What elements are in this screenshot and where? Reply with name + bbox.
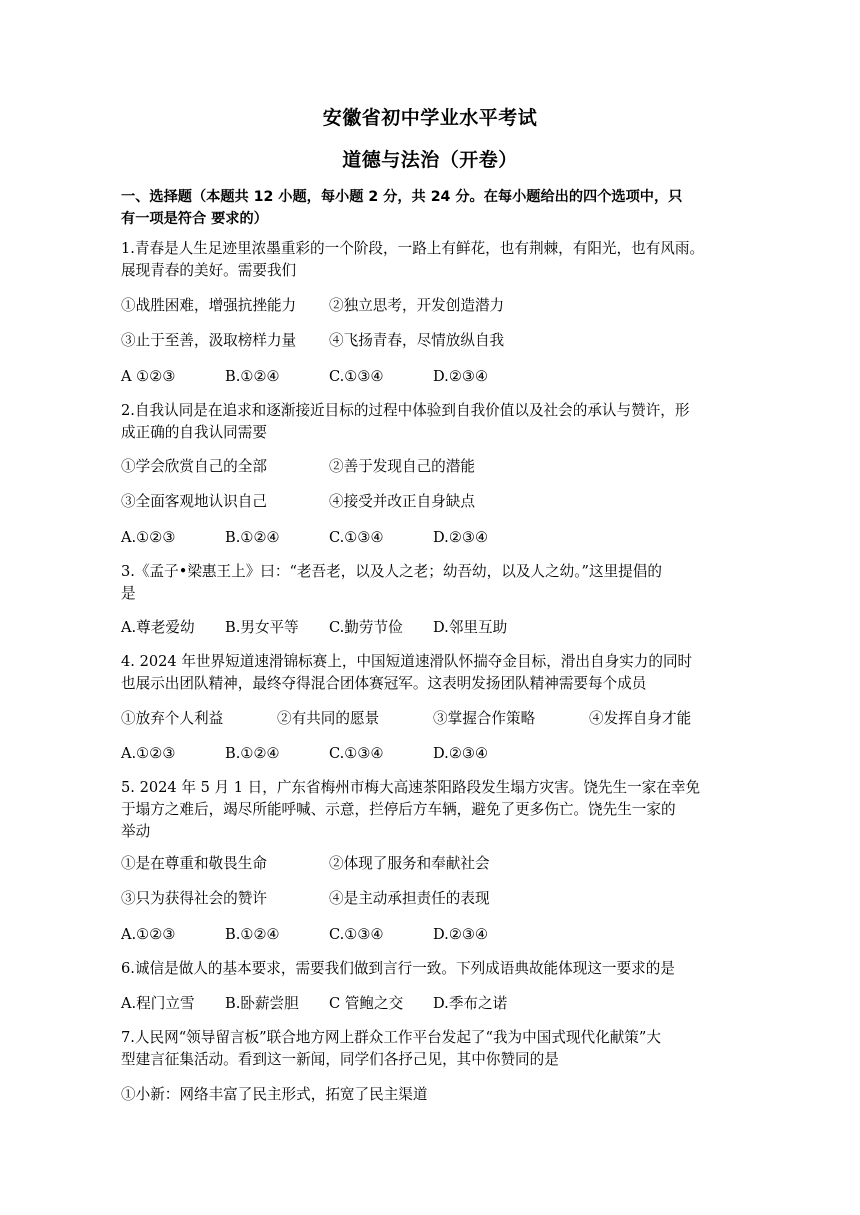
q1-choice-d: D.②③④: [433, 368, 489, 385]
exam-subtitle: 道德与法治（开卷）: [342, 149, 518, 171]
exam-title: 安徽省初中学业水平考试: [322, 107, 538, 129]
q6-choice-c: C 管鲍之交: [329, 995, 404, 1012]
q6-choice-a: A.程门立雪: [121, 995, 195, 1012]
q4-choice-a: A.①②③: [121, 745, 176, 762]
q3-stem-line1: 3.《孟子•梁惠王上》曰：“老吾老，以及人之老；幼吾幼，以及人之幼。”这里提倡的: [121, 563, 662, 580]
q4-statement-2: ②有共同的愿景: [277, 710, 380, 727]
q3-stem-line2: 是: [121, 585, 136, 602]
q1-statement-3: ③止于至善，汲取榜样力量: [121, 332, 297, 349]
section-heading-line1: 一、选择题（本题共 12 小题，每小题 2 分，共 24 分。在每小题给出的四个选项中，只: [121, 189, 683, 205]
q4-stem-line2: 也展示出团队精神，最终夺得混合团体赛冠军。这表明发扬团队精神需要每个成员: [121, 675, 647, 692]
q2-choice-b: B.①②④: [225, 529, 280, 546]
q3-choice-b: B.男女平等: [225, 619, 299, 636]
q5-statement-1: ①是在尊重和敬畏生命: [121, 855, 267, 872]
q4-statement-4: ④发挥自身才能: [589, 710, 692, 727]
q1-choice-b: B.①②④: [225, 368, 280, 385]
q7-stem-line2: 型建言征集活动。看到这一新闻，同学们各抒己见，其中你赞同的是: [121, 1051, 559, 1068]
q5-stem-line3: 举动: [121, 823, 151, 840]
q3-choice-c: C.勤劳节俭: [329, 619, 403, 636]
q2-statement-4: ④接受并改正自身缺点: [329, 493, 475, 510]
q6-choice-b: B.卧薪尝胆: [225, 995, 299, 1012]
q6-choice-d: D.季布之诺: [433, 995, 508, 1012]
q5-choice-c: C.①③④: [329, 926, 384, 943]
q5-choice-b: B.①②④: [225, 926, 280, 943]
q1-choice-c: C.①③④: [329, 368, 384, 385]
q5-stem-line2: 于塌方之难后，竭尽所能呼喊、示意，拦停后方车辆，避免了更多伤亡。饶先生一家的: [121, 801, 676, 818]
q2-choice-a: A.①②③: [121, 529, 176, 546]
q4-statement-1: ①放弃个人利益: [121, 710, 224, 727]
q2-choice-d: D.②③④: [433, 529, 489, 546]
q4-choice-c: C.①③④: [329, 745, 384, 762]
q1-stem-line1: 1.青春是人生足迹里浓墨重彩的一个阶段，一路上有鲜花，也有荆棘，有阳光，也有风雨。: [121, 240, 705, 257]
q2-stem-line1: 2.自我认同是在追求和逐渐接近目标的过程中体验到自我价值以及社会的承认与赞许，形: [121, 402, 690, 419]
q5-statement-3: ③只为获得社会的赞许: [121, 890, 267, 907]
q5-choice-d: D.②③④: [433, 926, 489, 943]
q1-stem-line2: 展现青春的美好。需要我们: [121, 262, 297, 279]
q2-statement-1: ①学会欣赏自己的全部: [121, 458, 267, 475]
q2-statement-3: ③全面客观地认识自己: [121, 493, 267, 510]
q5-stem-line1: 5. 2024 年 5 月 1 日，广东省梅州市梅大高速茶阳路段发生塌方灾害。饶先生一家在幸免: [121, 779, 701, 796]
q1-statement-2: ②独立思考，开发创造潜力: [329, 297, 505, 314]
q1-statement-4: ④飞扬青春，尽情放纵自我: [329, 332, 505, 349]
q4-stem-line1: 4. 2024 年世界短道速滑锦标赛上，中国短道速滑队怀揣夺金目标，滑出自身实力的同时: [121, 653, 693, 670]
q7-statement-1: ①小新：网络丰富了民主形式，拓宽了民主渠道: [121, 1086, 428, 1103]
q1-choice-a: A ①②③: [121, 368, 176, 385]
q4-choice-b: B.①②④: [225, 745, 280, 762]
q2-statement-2: ②善于发现自己的潜能: [329, 458, 475, 475]
q4-statement-3: ③掌握合作策略: [433, 710, 536, 727]
q6-stem-line1: 6.诚信是做人的基本要求，需要我们做到言行一致。下列成语典故能体现这一要求的是: [121, 960, 675, 977]
q2-stem-line2: 成正确的自我认同需要: [121, 424, 267, 441]
q3-choice-a: A.尊老爱幼: [121, 619, 195, 636]
q5-choice-a: A.①②③: [121, 926, 176, 943]
q1-statement-1: ①战胜困难，增强抗挫能力: [121, 297, 297, 314]
q4-choice-d: D.②③④: [433, 745, 489, 762]
q2-choice-c: C.①③④: [329, 529, 384, 546]
q5-statement-4: ④是主动承担责任的表现: [329, 890, 490, 907]
q7-stem-line1: 7.人民网“领导留言板”联合地方网上群众工作平台发起了“我为中国式现代化献策”大: [121, 1029, 661, 1046]
q3-choice-d: D.邻里互助: [433, 619, 508, 636]
q5-statement-2: ②体现了服务和奉献社会: [329, 855, 490, 872]
section-heading-line2: 有一项是符合 要求的）: [121, 211, 268, 227]
